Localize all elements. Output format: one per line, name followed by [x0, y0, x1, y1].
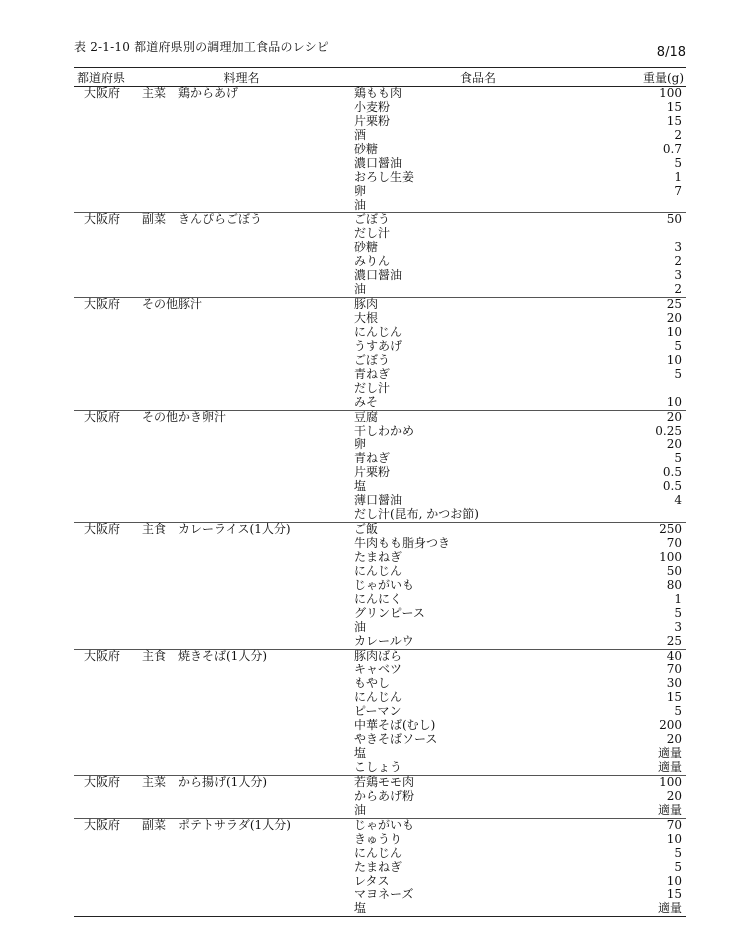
ingredient-weight: 2: [674, 282, 682, 297]
ingredient-weight: 20: [666, 409, 682, 424]
ingredient-row: [354, 425, 686, 439]
ingredient-row: [354, 466, 686, 480]
ingredient-row: [354, 452, 686, 466]
ingredient-name: にんじん: [354, 845, 403, 860]
ingredient-weight: 5: [674, 451, 682, 466]
ingredient-weight: 20: [666, 732, 682, 747]
ingredient-row: [354, 888, 686, 902]
ingredient-name: 鶏もも肉: [354, 86, 403, 100]
ingredient-weight: 5: [674, 366, 682, 381]
recipe-row: [74, 212, 686, 297]
ingredient-weight: 50: [666, 563, 682, 578]
ingredient-list: [354, 776, 686, 818]
recipe-prefecture: 大阪府: [84, 297, 121, 312]
ingredient-name: ご飯: [354, 522, 379, 537]
ingredient-weight: 10: [666, 352, 682, 367]
ingredient-row: [354, 368, 686, 382]
ingredient-name: 薄口醤油: [354, 493, 403, 508]
recipe-dish-name: 豚汁: [178, 297, 203, 312]
ingredient-name: おろし生姜: [354, 169, 415, 184]
ingredient-weight: 25: [666, 297, 682, 312]
table-header: [74, 68, 686, 87]
ingredient-name: 大根: [354, 311, 379, 325]
ingredient-row: [354, 565, 686, 579]
ingredient-row: [354, 804, 686, 818]
ingredient-weight: 100: [659, 774, 682, 789]
ingredient-weight: 20: [666, 437, 682, 452]
recipe-prefecture: 大阪府: [84, 522, 121, 537]
recipe-category: 主菜: [142, 86, 167, 100]
ingredient-weight: 7: [674, 183, 682, 198]
recipe-dish-name: カレーライス(1人分): [178, 522, 291, 537]
ingredient-weight: 適量: [657, 760, 682, 774]
recipe-dish-name: 鶏からあげ: [178, 86, 239, 100]
ingredient-weight: 0.7: [662, 141, 682, 156]
ingredient-name: やきそばソース: [354, 732, 438, 747]
ingredient-name: たまねぎ: [354, 859, 403, 874]
header-weight: 重量(g): [642, 70, 684, 85]
ingredient-weight: 3: [674, 240, 682, 255]
ingredient-row: [354, 663, 686, 677]
ingredient-name: からあげ粉: [354, 788, 415, 803]
ingredient-name: 片栗粉: [354, 465, 391, 480]
ingredient-name: みりん: [354, 254, 391, 269]
ingredient-weight: 5: [674, 845, 682, 860]
ingredient-name: 青ねぎ: [354, 451, 391, 466]
recipe-category: 主食: [142, 522, 167, 537]
ingredient-name: 卵: [354, 437, 367, 452]
ingredient-name: 酒: [354, 127, 367, 142]
ingredient-weight: 3: [674, 268, 682, 283]
page-number: 8/18: [656, 45, 686, 60]
ingredient-weight: 4: [674, 493, 682, 508]
recipe-category: その他: [142, 409, 179, 424]
ingredient-row: [354, 761, 686, 775]
recipe-dish-name: きんぴらごぼう: [178, 212, 263, 227]
ingredient-list: [354, 523, 686, 648]
ingredient-weight: 2: [674, 127, 682, 142]
ingredient-weight: [622, 227, 686, 241]
ingredient-row: [354, 733, 686, 747]
ingredient-name: だし汁: [354, 226, 391, 241]
recipe-table: [74, 67, 686, 917]
ingredient-row: [354, 847, 686, 861]
recipe-prefecture: 大阪府: [84, 86, 121, 100]
ingredient-row: [354, 438, 686, 452]
ingredient-weight: 適量: [657, 802, 682, 817]
ingredient-row: [354, 833, 686, 847]
ingredient-name: キャベツ: [354, 662, 403, 677]
ingredient-row: [354, 776, 686, 790]
recipe-prefecture: 大阪府: [84, 648, 121, 663]
ingredient-weight: 1: [674, 591, 682, 606]
ingredient-row: [354, 480, 686, 494]
ingredient-weight: 5: [674, 338, 682, 353]
ingredient-name: 濃口醤油: [354, 268, 403, 283]
ingredient-weight: 10: [666, 324, 682, 339]
ingredient-list: [354, 87, 686, 212]
ingredient-name: ピーマン: [354, 704, 402, 719]
ingredient-row: [354, 523, 686, 537]
ingredient-weight: 50: [666, 212, 682, 227]
ingredient-row: [354, 861, 686, 875]
ingredient-row: [354, 312, 686, 326]
ingredient-row: [354, 326, 686, 340]
ingredient-name: グリンピース: [354, 605, 425, 620]
ingredient-name: 牛肉もも脂身つき: [354, 536, 451, 550]
ingredient-row: [354, 537, 686, 551]
ingredient-name: ごぼう: [354, 352, 391, 367]
ingredient-name: 小麦粉: [354, 99, 391, 114]
header-food-name: 食品名: [459, 70, 496, 85]
ingredient-row: [354, 255, 686, 269]
ingredient-row: [354, 298, 686, 312]
ingredient-name: うすあげ: [354, 338, 403, 353]
ingredient-name: にんにく: [354, 591, 403, 606]
recipe-dish-name: ポテトサラダ(1人分): [178, 817, 291, 832]
ingredient-weight: 40: [666, 648, 682, 663]
recipe-category: その他: [142, 297, 179, 312]
ingredient-weight: 0.5: [662, 479, 682, 494]
ingredient-weight: 15: [666, 690, 682, 705]
ingredient-list: [354, 411, 686, 523]
ingredient-row: [354, 551, 686, 565]
ingredient-row: [354, 115, 686, 129]
recipe-prefecture: 大阪府: [84, 817, 121, 832]
ingredient-name: たまねぎ: [354, 549, 403, 564]
ingredient-weight: 2: [674, 254, 682, 269]
recipe-category: 主菜: [142, 774, 167, 789]
ingredient-name: 青ねぎ: [354, 366, 391, 381]
ingredient-row: [354, 129, 686, 143]
ingredient-row: [354, 101, 686, 115]
ingredient-name: カレールウ: [354, 633, 414, 648]
ingredient-name: 豚肉ばら: [354, 648, 403, 663]
recipe-dish-name: から揚げ(1人分): [178, 774, 267, 789]
ingredient-name: じゃがいも: [354, 817, 415, 832]
recipe-row: [74, 649, 686, 775]
ingredient-row: [354, 199, 686, 213]
ingredient-weight: 70: [666, 662, 682, 677]
ingredient-name: 油: [354, 282, 367, 297]
ingredient-name: もやし: [354, 676, 391, 691]
ingredient-row: [354, 875, 686, 889]
ingredient-weight: 15: [666, 99, 682, 114]
ingredient-name: 豆腐: [354, 409, 379, 424]
ingredient-list: [354, 298, 686, 410]
ingredient-weight: 15: [666, 887, 682, 902]
ingredient-row: [354, 902, 686, 916]
ingredient-name: 油: [354, 197, 367, 212]
ingredient-name: 中華そば(むし): [354, 718, 436, 733]
ingredient-row: [354, 157, 686, 171]
ingredient-name: 若鶏モモ肉: [354, 774, 415, 789]
ingredient-name: こしょう: [354, 760, 403, 774]
ingredient-weight: 3: [674, 619, 682, 634]
ingredient-name: にんじん: [354, 690, 403, 705]
ingredient-name: だし汁(昆布, かつお節): [354, 507, 479, 522]
ingredient-row: [354, 241, 686, 255]
ingredient-name: にんじん: [354, 563, 403, 578]
ingredient-row: [354, 719, 686, 733]
ingredient-name: レタス: [354, 873, 390, 888]
ingredient-name: 塩: [354, 901, 367, 916]
ingredient-row: [354, 691, 686, 705]
ingredient-name: 塩: [354, 479, 367, 494]
ingredient-name: 干しわかめ: [354, 423, 415, 438]
ingredient-weight: 100: [659, 86, 682, 100]
ingredient-name: みそ: [354, 394, 379, 409]
ingredient-weight: 適量: [657, 901, 682, 916]
ingredient-weight: 0.25: [655, 423, 682, 438]
ingredient-row: [354, 143, 686, 157]
ingredient-weight: 10: [666, 831, 682, 846]
ingredient-row: [354, 747, 686, 761]
ingredient-name: ごぼう: [354, 212, 391, 227]
ingredient-weight: [622, 508, 686, 522]
ingredient-weight: 5: [674, 859, 682, 874]
recipe-category: 主食: [142, 648, 167, 663]
recipe-row: [74, 818, 686, 917]
ingredient-name: 砂糖: [354, 141, 379, 156]
ingredient-list: [354, 819, 686, 917]
ingredient-name: 豚肉: [354, 297, 379, 312]
ingredient-row: [354, 87, 686, 101]
ingredient-weight: 5: [674, 704, 682, 719]
recipe-prefecture: 大阪府: [84, 774, 121, 789]
ingredient-weight: [622, 382, 686, 396]
ingredient-row: [354, 185, 686, 199]
ingredient-row: [354, 593, 686, 607]
ingredient-row: [354, 340, 686, 354]
recipe-dish-name: かき卵汁: [178, 409, 227, 424]
ingredient-weight: 5: [674, 605, 682, 620]
ingredient-row: [354, 635, 686, 649]
recipe-prefecture: 大阪府: [84, 409, 121, 424]
ingredient-row: [354, 579, 686, 593]
ingredient-row: [354, 227, 686, 241]
ingredient-name: きゅうり: [354, 831, 403, 846]
recipe-row: [74, 775, 686, 818]
ingredient-weight: 5: [674, 155, 682, 170]
ingredient-weight: 適量: [657, 746, 682, 761]
ingredient-weight: 250: [659, 522, 682, 537]
ingredient-name: だし汁: [354, 380, 391, 395]
recipe-category: 副菜: [142, 817, 167, 832]
ingredient-weight: 1: [674, 169, 682, 184]
table-caption: 表 2-1-10 都道府県別の調理加工食品のレシピ: [74, 40, 329, 54]
ingredient-name: マヨネーズ: [354, 887, 414, 902]
ingredient-row: [354, 171, 686, 185]
ingredient-name: 砂糖: [354, 240, 379, 255]
ingredient-weight: [622, 199, 686, 213]
ingredient-row: [354, 354, 686, 368]
recipe-row: [74, 522, 686, 648]
ingredient-weight: 200: [659, 718, 682, 733]
ingredient-name: 塩: [354, 746, 367, 761]
ingredient-row: [354, 508, 686, 522]
ingredient-row: [354, 382, 686, 396]
ingredient-weight: 20: [666, 311, 682, 325]
ingredient-weight: 0.5: [662, 465, 682, 480]
ingredient-weight: 10: [666, 873, 682, 888]
ingredient-row: [354, 819, 686, 833]
ingredient-row: [354, 677, 686, 691]
ingredient-name: 油: [354, 802, 367, 817]
ingredient-weight: 70: [666, 536, 682, 550]
recipe-row: [74, 297, 686, 410]
header-prefecture: 都道府県: [77, 70, 126, 85]
ingredient-row: [354, 790, 686, 804]
ingredient-name: 油: [354, 619, 367, 634]
ingredient-weight: 30: [666, 676, 682, 691]
ingredient-row: [354, 650, 686, 664]
recipe-category: 副菜: [142, 212, 167, 227]
ingredient-row: [354, 621, 686, 635]
ingredient-name: 濃口醤油: [354, 155, 403, 170]
ingredient-row: [354, 396, 686, 410]
ingredient-weight: 10: [666, 394, 682, 409]
table-body: [74, 87, 686, 916]
ingredient-name: 片栗粉: [354, 113, 391, 128]
ingredient-weight: 80: [666, 577, 682, 592]
ingredient-weight: 100: [659, 549, 682, 564]
ingredient-weight: 25: [666, 633, 682, 648]
ingredient-row: [354, 411, 686, 425]
ingredient-weight: 20: [666, 788, 682, 803]
recipe-dish-name: 焼きそば(1人分): [178, 648, 267, 663]
ingredient-weight: 70: [666, 817, 682, 832]
ingredient-list: [354, 213, 686, 297]
recipe-row: [74, 87, 686, 212]
ingredient-row: [354, 607, 686, 621]
ingredient-row: [354, 269, 686, 283]
ingredient-row: [354, 213, 686, 227]
ingredient-weight: 15: [666, 113, 682, 128]
ingredient-name: にんじん: [354, 324, 403, 339]
ingredient-list: [354, 650, 686, 775]
recipe-prefecture: 大阪府: [84, 212, 121, 227]
ingredient-row: [354, 283, 686, 297]
header-dish-name: 料理名: [223, 70, 260, 85]
recipe-row: [74, 410, 686, 523]
ingredient-name: 卵: [354, 183, 367, 198]
ingredient-name: じゃがいも: [354, 577, 415, 592]
